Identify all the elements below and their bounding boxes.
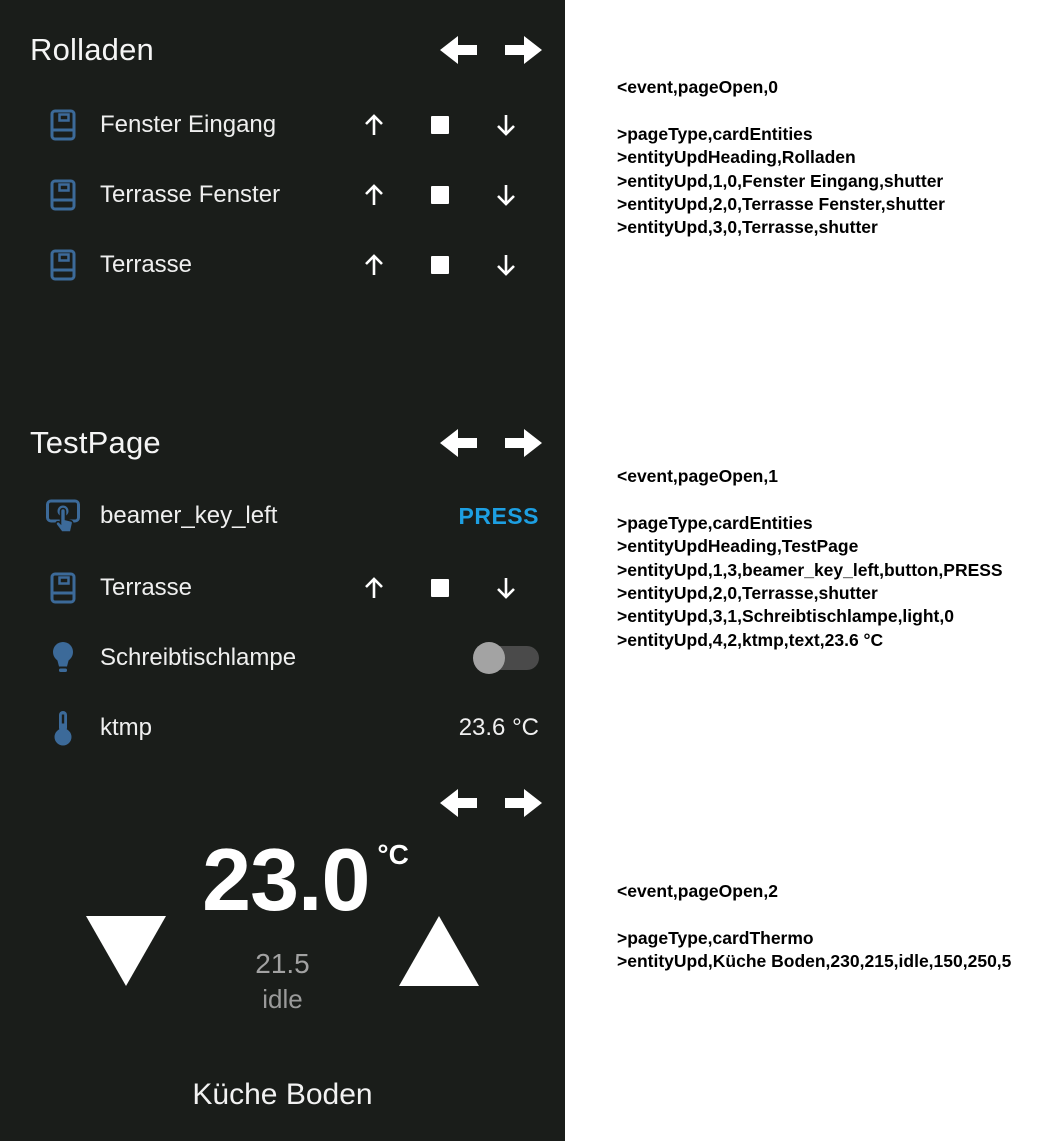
page-title: TestPage (30, 425, 161, 460)
window-shutter-icon (44, 572, 82, 604)
entity-name: Terrasse Fenster (100, 181, 281, 208)
thermometer-icon (44, 710, 82, 746)
shutter-stop-button[interactable] (407, 252, 473, 278)
stop-square-icon (431, 579, 449, 597)
log-line: >entityUpd,2,0,Terrasse Fenster,shutter (617, 193, 945, 214)
window-shutter-icon (44, 179, 82, 211)
entity-name: ktmp (100, 714, 153, 741)
light-toggle-switch[interactable] (473, 641, 539, 675)
press-button[interactable]: PRESS (458, 502, 539, 529)
entity-name: beamer_key_left (100, 502, 278, 529)
entity-row (0, 623, 565, 693)
shutter-up-button[interactable] (341, 252, 407, 278)
shutter-up-button[interactable] (341, 182, 407, 208)
shutter-stop-button[interactable] (407, 575, 473, 601)
log-line: >pageType,cardThermo (617, 927, 814, 948)
nav-left-icon[interactable] (440, 426, 477, 460)
stop-square-icon (431, 256, 449, 274)
shutter-down-button[interactable] (473, 575, 539, 601)
entity-name: Terrasse (100, 574, 193, 601)
log-line: >entityUpd,1,3,beamer_key_left,button,PRESS (617, 559, 1003, 580)
entity-name: Terrasse (100, 251, 193, 278)
gesture-tap-button-icon (44, 497, 82, 535)
shutter-down-button[interactable] (473, 252, 539, 278)
log-line: >pageType,cardEntities (617, 123, 813, 144)
entity-row (0, 553, 565, 623)
current-temperature (0, 830, 565, 929)
thermostat-status: idle (262, 984, 303, 1014)
log-line (617, 99, 1037, 122)
shutter-down-button[interactable] (473, 182, 539, 208)
log-line: >entityUpd,2,0,Terrasse,shutter (617, 582, 878, 603)
nav-left-icon[interactable] (440, 786, 477, 820)
log-block-pageopen-1 (617, 465, 1037, 652)
window-shutter-icon (44, 109, 82, 141)
shutter-stop-button[interactable] (407, 182, 473, 208)
log-line: <event,pageOpen,2 (617, 881, 778, 901)
log-line: >pageType,cardEntities (617, 512, 813, 533)
log-line: >entityUpd,3,0,Terrasse,shutter (617, 217, 878, 238)
lightbulb-icon (44, 641, 82, 675)
log-line: <event,pageOpen,0 (617, 77, 778, 97)
temperature-unit: °C (377, 839, 409, 870)
nav-right-icon[interactable] (505, 33, 542, 67)
card-testpage-header (30, 408, 542, 478)
log-block-pageopen-2 (617, 880, 1037, 974)
target-temperature: 21.5 (255, 948, 310, 979)
log-block-pageopen-0 (617, 76, 1037, 240)
entity-row (0, 481, 565, 551)
card-thermo-header (30, 768, 542, 838)
window-shutter-icon (44, 249, 82, 281)
entity-row (0, 693, 565, 763)
entity-name: Schreibtischlampe (100, 644, 297, 671)
shutter-stop-button[interactable] (407, 112, 473, 138)
stop-square-icon (431, 116, 449, 134)
temperature-value: 23.6 °C (458, 714, 539, 741)
thermostat-entity-name: Küche Boden (192, 1078, 373, 1111)
log-line: >entityUpd,4,2,ktmp,text,23.6 °C (617, 629, 884, 650)
entity-row (0, 90, 565, 160)
entity-row (0, 230, 565, 300)
shutter-up-button[interactable] (341, 575, 407, 601)
nav-right-icon[interactable] (505, 426, 542, 460)
shutter-down-button[interactable] (473, 112, 539, 138)
entity-name: Fenster Eingang (100, 111, 277, 138)
nav-left-icon[interactable] (440, 33, 477, 67)
log-line: >entityUpd,1,0,Fenster Eingang,shutter (617, 170, 944, 191)
log-line: >entityUpdHeading,Rolladen (617, 147, 856, 168)
toggle-knob (473, 642, 505, 674)
log-line: >entityUpdHeading,TestPage (617, 536, 859, 557)
log-line (617, 903, 1037, 926)
log-line (617, 488, 1037, 511)
stop-square-icon (431, 186, 449, 204)
current-temperature-value: 23.0 (202, 830, 370, 929)
log-line: <event,pageOpen,1 (617, 466, 778, 486)
nav-right-icon[interactable] (505, 786, 542, 820)
page-title: Rolladen (30, 32, 154, 67)
entity-row (0, 160, 565, 230)
log-line: >entityUpd,3,1,Schreibtischlampe,light,0 (617, 606, 954, 627)
log-line: >entityUpd,Küche Boden,230,215,idle,150,250,5 (617, 951, 1012, 972)
shutter-up-button[interactable] (341, 112, 407, 138)
card-rolladen-header (30, 15, 542, 85)
